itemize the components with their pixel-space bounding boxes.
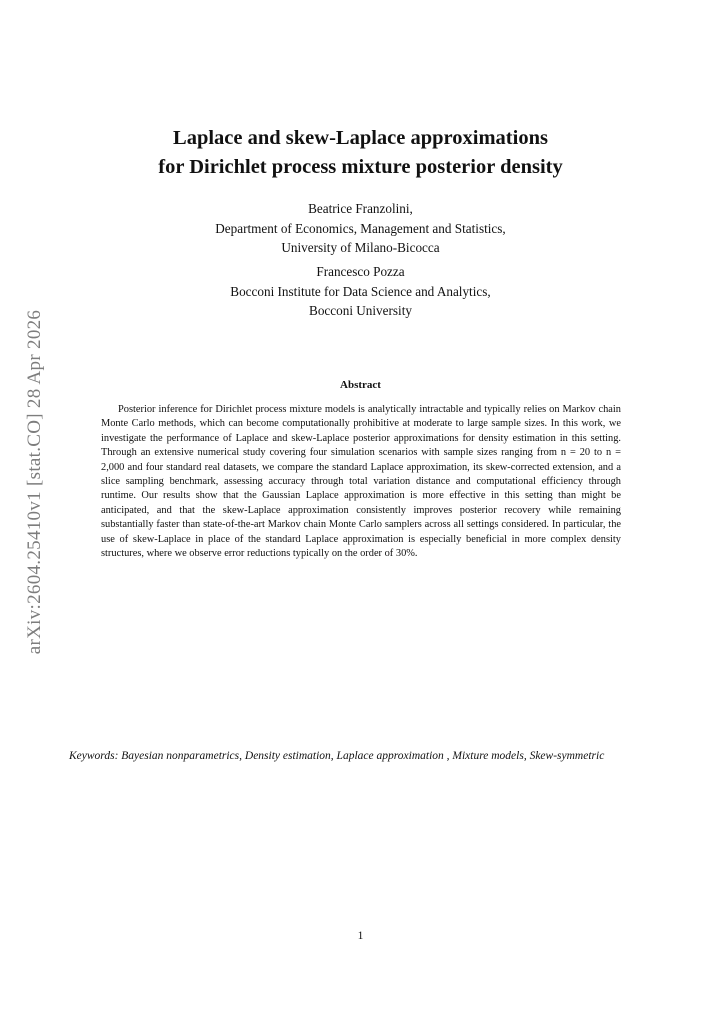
paper-title — [0, 124, 721, 182]
page-number: 1 — [357, 930, 364, 942]
author-affiliation: University of Milano-Bicocca — [281, 240, 440, 255]
abstract-heading: Abstract — [340, 379, 381, 391]
paper-title-line-2: for Dirichlet process mixture posterior density — [158, 156, 563, 178]
paper-title-line-1: Laplace and skew-Laplace approximations — [173, 127, 548, 149]
abstract-text: Posterior inference for Dirichlet process mixture models is analytically intractable and typically relies on Markov chain Monte Carlo methods, which can become computationally prohibitive at moderate to large sample sizes. In this work, we investigate the performance of Laplace and skew-Laplace posterior approximations for density estimation in this setting. Through an extensive numerical study covering four simulation scenarios with sample sizes ranging from n = 20 to n = 2,000 and four standard real datasets, we compare the standard Laplace approximation, its skew-corrected extension, and a slice sampling benchmark, assessing accuracy through total variation distance and computational efficiency through runtime. Our results show that the Gaussian Laplace approximation is more effective in this setting than might be anticipated, and that the skew-Laplace approximation consistently improves posterior recovery while remaining substantially faster than state-of-the-art Markov chain Monte Carlo samplers across all settings considered. In particular, the use of skew-Laplace in place of the standard Laplace approximation is especially beneficial in more complex density structures, where we observe error reductions typically on the order of 30%. — [101, 404, 621, 560]
arxiv-identifier-stamp: arXiv:2604.25410v1 [stat.CO] 28 Apr 2026 — [24, 309, 45, 655]
author-name: Francesco Pozza — [316, 264, 405, 279]
author-affiliation: Bocconi University — [309, 303, 412, 318]
author-block-2 — [0, 262, 721, 321]
author-affiliation: Bocconi Institute for Data Science and Analytics, — [230, 283, 491, 299]
author-block-1 — [0, 199, 721, 258]
keywords: Keywords: Bayesian nonparametrics, Density estimation, Laplace approximation , Mixture models, Skew-symmetric — [69, 750, 605, 762]
author-name: Beatrice Franzolini, — [308, 201, 413, 216]
author-affiliation: Department of Economics, Management and Statistics, — [215, 220, 506, 236]
